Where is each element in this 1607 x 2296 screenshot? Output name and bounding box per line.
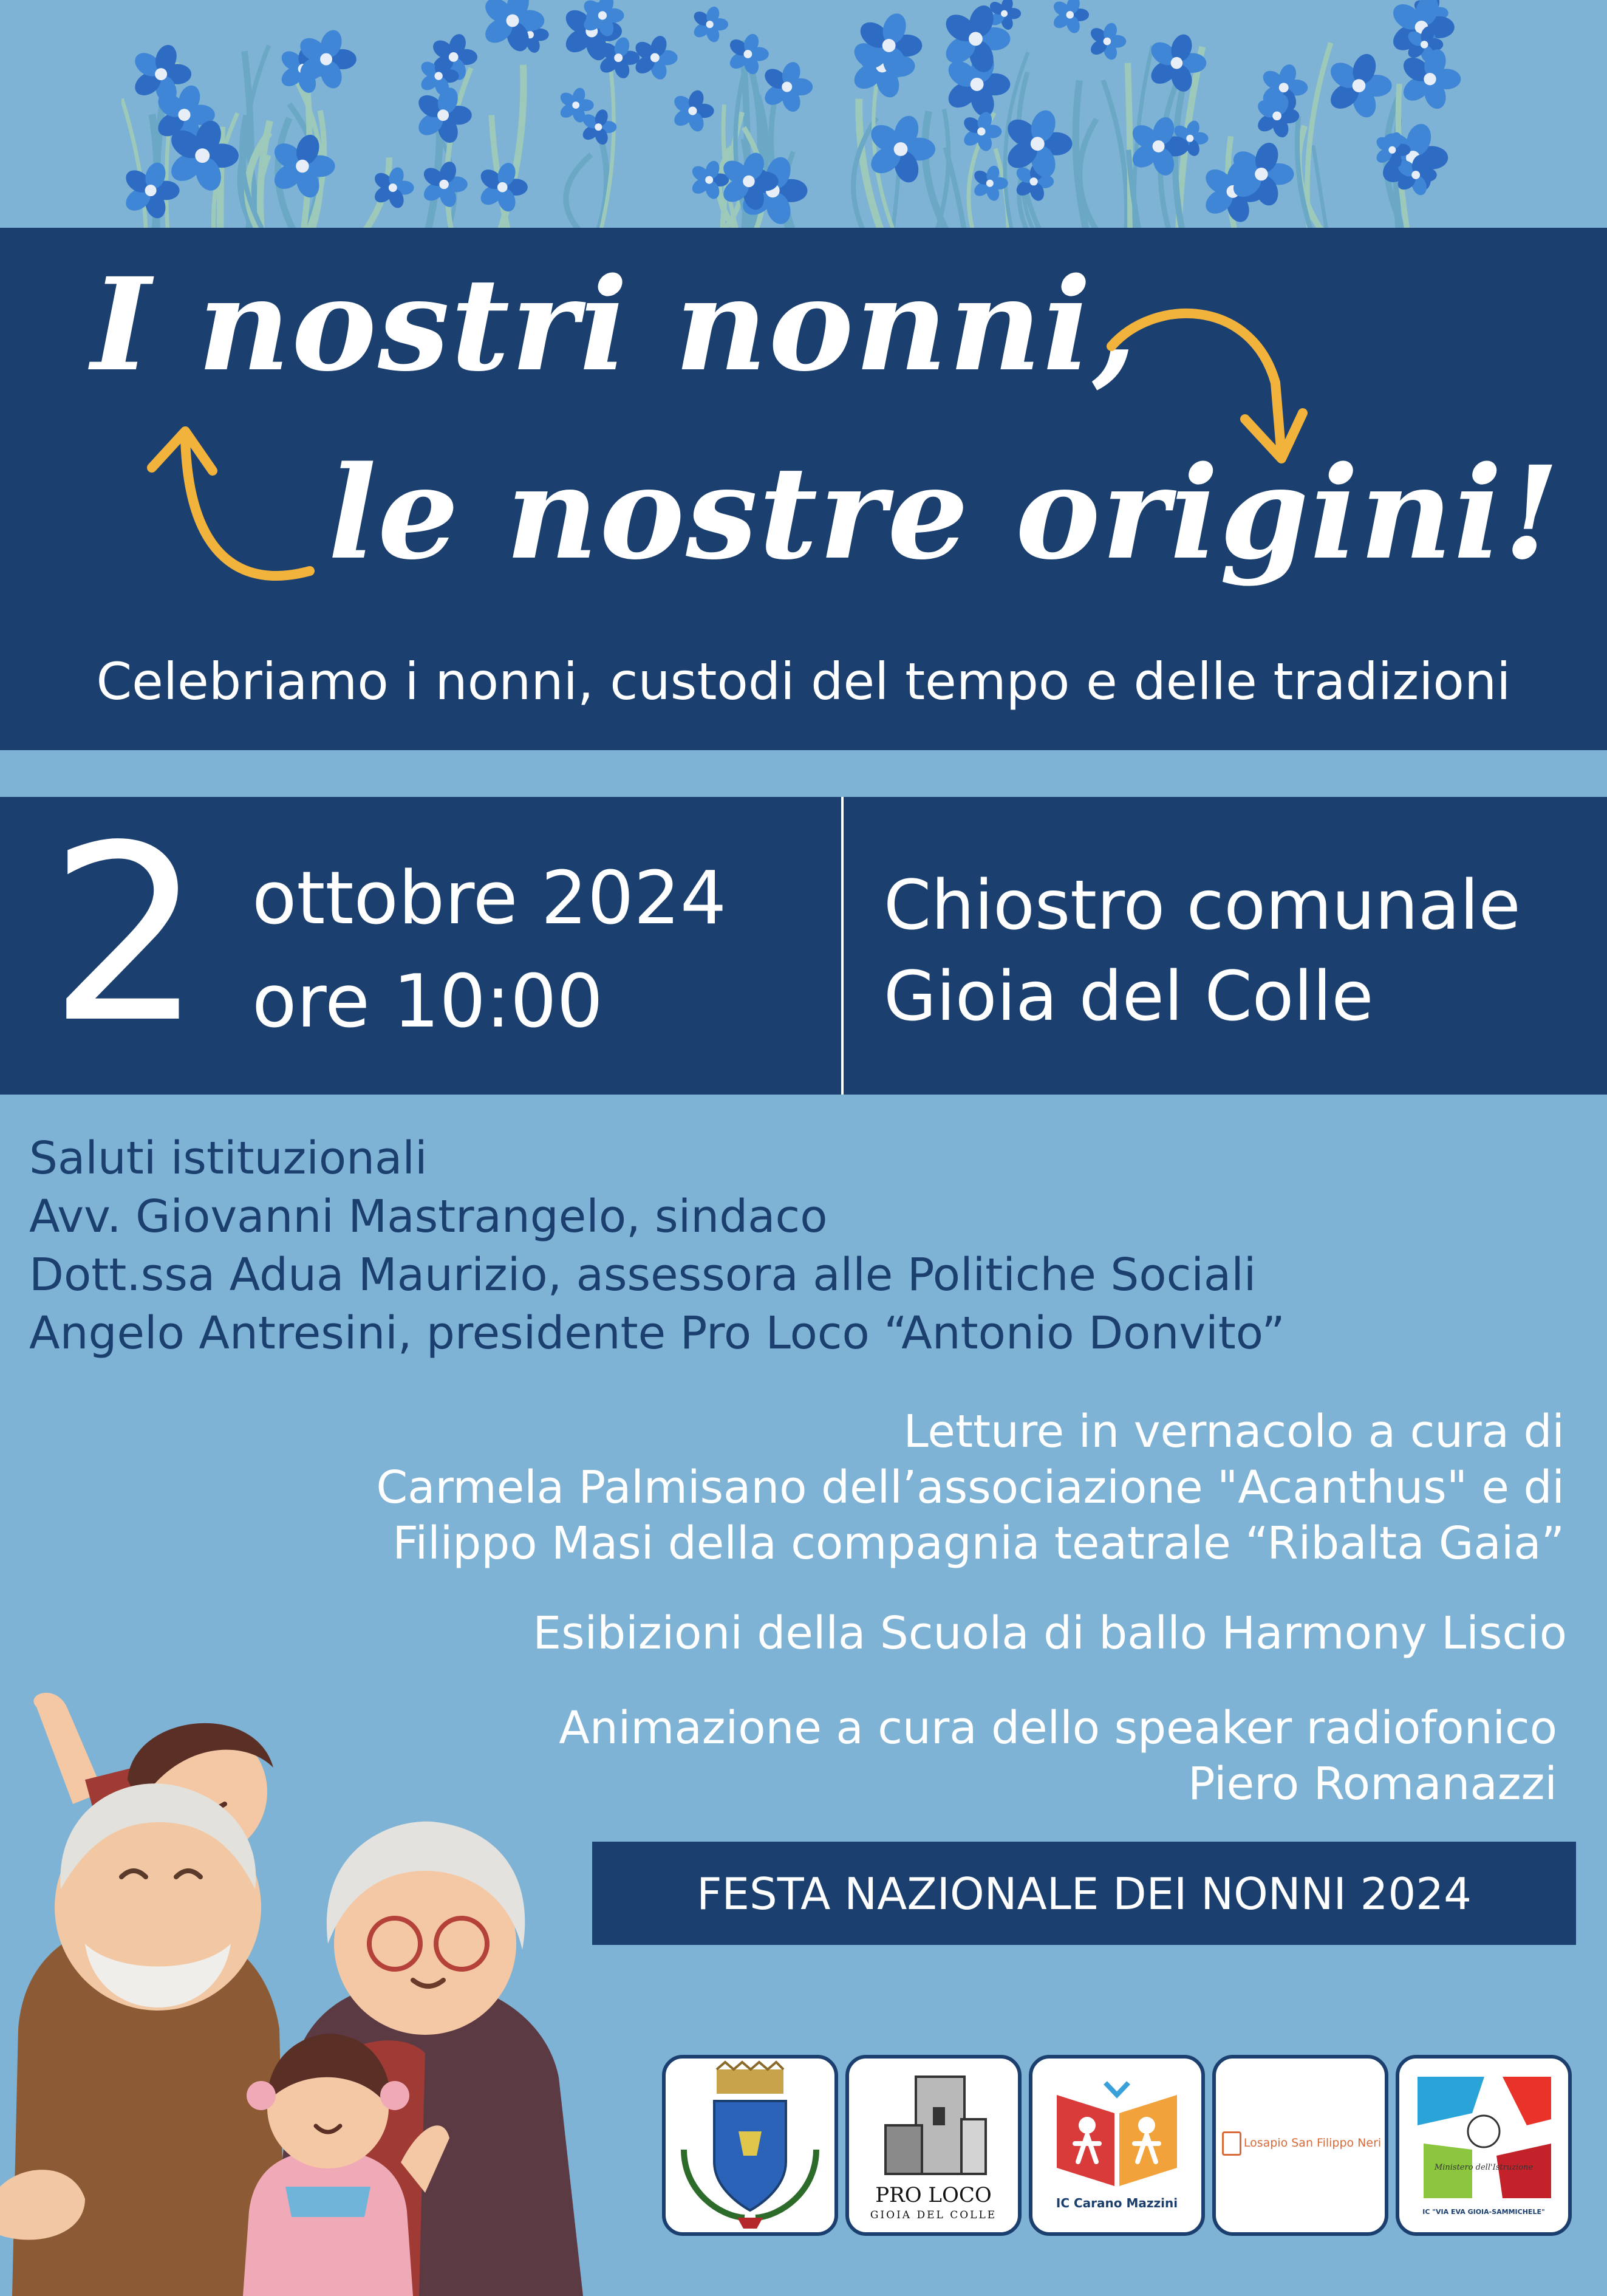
blossom	[1326, 51, 1392, 120]
blossom	[1003, 107, 1073, 180]
leaf-stem	[1128, 63, 1130, 231]
greeting-line: Dott.ssa Adua Maurizio, assessora alle Politiche Sociali	[29, 1249, 1257, 1301]
curved-arrow-left-icon	[140, 413, 322, 589]
blossom	[1051, 0, 1089, 35]
blossom	[1399, 47, 1461, 112]
program-line: Filippo Masi della compagnia teatrale “Ribalta Gaia”	[392, 1517, 1564, 1570]
festa-banner	[592, 1842, 1576, 1945]
program-line: Letture in vernacolo a cura di	[903, 1406, 1564, 1458]
ministry-caption: Ministero dell'Istruzione	[1434, 2163, 1534, 2172]
program-line: Animazione a cura dello speaker radiofonico	[559, 1702, 1557, 1754]
program-line: Piero Romanazzi	[1188, 1758, 1557, 1810]
flowers-decoration	[121, 0, 1486, 231]
title-line-1: I nostri nonni,	[91, 250, 1138, 400]
blossom	[691, 5, 728, 44]
blossom	[580, 108, 616, 146]
blossom	[761, 60, 813, 114]
logo-pro-loco	[845, 2055, 1022, 2236]
municipal-coat-of-arms-icon	[666, 2059, 834, 2232]
leaf-stem	[1308, 43, 1331, 231]
ic-eva-gioia-label: IC "VIA EVA GIOIA-SAMMICHELE"	[1422, 2208, 1545, 2216]
program-line: Carmela Palmisano dell’associazione "Acanthus" e di	[376, 1461, 1564, 1514]
logo-municipality	[662, 2055, 838, 2236]
blossom	[1088, 21, 1126, 61]
event-place-line-1: Chiostro comunale	[884, 866, 1521, 945]
leaf-stem	[1103, 80, 1127, 231]
blossom	[671, 88, 714, 133]
grandparents-family-illustration	[0, 1689, 607, 2296]
event-day: 2	[49, 794, 203, 1076]
program-line: Esibizioni della Scuola di ballo Harmony Liscio	[533, 1607, 1567, 1659]
event-time: ore 10:00	[252, 960, 603, 1044]
losapio-label: Losapio San Filippo Neri	[1243, 2136, 1382, 2150]
blossom	[727, 32, 769, 77]
blossom	[121, 160, 179, 220]
leaf-stem	[122, 99, 146, 231]
subtitle: Celebriamo i nonni, custodi del tempo e delle tradizioni	[96, 652, 1511, 711]
greeting-line: Angelo Antresini, presidente Pro Loco “Antonio Donvito”	[29, 1307, 1285, 1359]
blossom	[477, 160, 527, 214]
ic-carano-mazzini-label: IC Carano Mazzini	[1056, 2196, 1178, 2210]
logo-ic-carano-mazzini	[1029, 2055, 1205, 2236]
ministry-emblem-icon	[1399, 2059, 1568, 2232]
info-band	[0, 794, 1607, 1095]
logo-ic-eva-gioia	[1396, 2055, 1572, 2236]
event-date: ottobre 2024	[252, 856, 727, 941]
pro-loco-label: PRO LOCO	[875, 2183, 992, 2207]
info-divider	[841, 797, 844, 1095]
greeting-line: Avv. Giovanni Mastrangelo, sindaco	[29, 1191, 828, 1243]
event-place-line-2: Gioia del Colle	[884, 957, 1374, 1036]
title-line-2: le nostre origini!	[328, 438, 1561, 588]
blossom	[420, 160, 468, 210]
blossom	[961, 110, 1001, 152]
pro-loco-sublabel: GIOIA DEL COLLE	[870, 2209, 997, 2221]
leaf-stem	[566, 154, 592, 231]
logo-losapio	[1212, 2055, 1388, 2236]
curved-arrow-right-icon	[1093, 292, 1312, 486]
festa-banner-text: FESTA NAZIONALE DEI NONNI 2024	[697, 1868, 1472, 1919]
greetings-heading: Saluti istituzionali	[29, 1132, 428, 1184]
